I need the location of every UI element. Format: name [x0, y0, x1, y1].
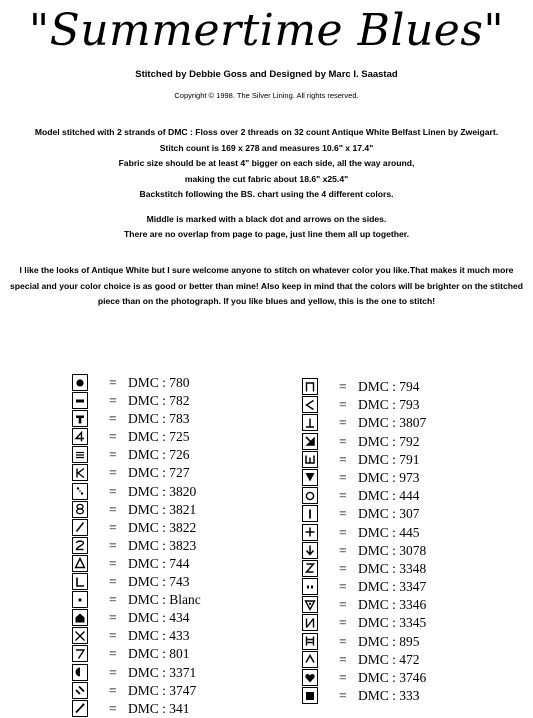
dmc-code: DMC : 780	[128, 375, 190, 390]
dmc-code: DMC : 307	[358, 506, 420, 522]
reverse-n-icon	[302, 614, 318, 631]
dmc-code: DMC : 895	[358, 633, 420, 649]
page-title: "Summertime Blues"	[28, 5, 505, 56]
color-note: I like the looks of Antique White but I sure welcome anyone to stitch on whatever color you like.That makes it much more special and your color choice is as good or better than mine! Also keep in mind that the colors will be brighter on the stitched piece than on the photograph. If you like blues and yellow, this is the one to stitch!	[10, 265, 524, 306]
dmc-code: DMC : Blanc	[128, 592, 201, 608]
equals-sign: =	[109, 501, 117, 517]
dmc-code: DMC : 3345	[358, 615, 427, 631]
dmc-code: DMC : 341	[128, 700, 190, 716]
equals-sign: =	[109, 664, 117, 680]
dmc-code: DMC : 727	[128, 465, 190, 481]
equals-sign: =	[339, 670, 347, 685]
instruction-line: Stitch count is 169 x 278 and measures 10.6" x 17.4"	[159, 142, 374, 153]
dmc-code: DMC : 3348	[358, 560, 427, 576]
equals-sign: =	[109, 574, 117, 590]
triangle-icon	[72, 555, 88, 572]
dmc-code: DMC : 444	[358, 488, 420, 504]
dmc-code: DMC : 725	[128, 429, 190, 445]
z-icon	[302, 560, 318, 577]
equals-sign: =	[109, 483, 117, 499]
equals-sign: =	[339, 597, 347, 613]
equals-sign: =	[339, 560, 347, 576]
equals-sign: =	[109, 375, 117, 390]
corner-arrow-icon	[302, 433, 318, 450]
equals-sign: =	[339, 469, 347, 485]
down-triangle-icon	[302, 469, 318, 486]
equals-sign: =	[109, 393, 117, 409]
instruction-line: Backstitch following the BS. chart using the 4 different colors.	[139, 189, 394, 199]
dmc-code: DMC : 434	[128, 610, 190, 626]
equals-sign: =	[109, 592, 117, 608]
dmc-code: DMC : 793	[358, 397, 420, 413]
dmc-code: DMC : 3346	[358, 597, 427, 613]
equals-sign: =	[109, 610, 117, 626]
vertical-line-icon	[302, 505, 318, 522]
dmc-code: DMC : 791	[358, 451, 420, 467]
equals-sign: =	[339, 615, 347, 631]
plus-icon	[302, 524, 318, 541]
copyright-line: Copyright © 1998. The Silver Lining. All rights reserved.	[174, 91, 359, 100]
dmc-code: DMC : 333	[358, 688, 420, 704]
circle-icon	[302, 487, 318, 504]
equals-sign: =	[339, 415, 347, 431]
shield-icon	[302, 596, 318, 613]
equals-sign: =	[109, 646, 117, 662]
house-icon	[72, 609, 88, 626]
dots-icon	[72, 483, 88, 500]
x-box-icon	[72, 627, 88, 644]
equals-sign: =	[339, 633, 347, 649]
v-slash-icon	[72, 645, 88, 662]
equals-sign: =	[109, 429, 117, 445]
pi-icon	[302, 378, 318, 395]
dmc-code: DMC : 782	[128, 393, 190, 409]
equals-sign: =	[339, 488, 347, 504]
dmc-code: DMC : 783	[128, 411, 190, 427]
bars-icon	[72, 446, 88, 463]
dmc-code: DMC : 3822	[128, 519, 197, 535]
equals-sign: =	[109, 555, 117, 571]
dmc-code: DMC : 3823	[128, 537, 197, 553]
equals-sign: =	[339, 688, 347, 704]
instruction-line: Fabric size should be at least 4" bigger on each side, all the way around,	[118, 158, 415, 168]
filled-bar-icon	[72, 392, 88, 409]
equals-sign: =	[339, 651, 347, 667]
two-icon	[72, 537, 88, 554]
equals-sign: =	[109, 682, 117, 698]
ell-icon	[72, 573, 88, 590]
equals-sign: =	[339, 506, 347, 522]
dmc-code: DMC : 3821	[128, 501, 197, 517]
equals-sign: =	[109, 465, 117, 481]
dmc-code: DMC : 973	[358, 469, 420, 485]
stitching-instructions	[0, 125, 533, 243]
dmc-code: DMC : 3820	[128, 483, 197, 499]
credits-line: Stitched by Debbie Goss and Designed by Marc I. Saastad	[135, 69, 398, 80]
dmc-code: DMC : 3371	[128, 664, 197, 680]
instruction-line: making the cut fabric about 18.6" x25.4"	[184, 173, 349, 184]
equals-sign: =	[339, 379, 347, 394]
equals-sign: =	[339, 397, 347, 413]
dmc-code: DMC : 3078	[358, 542, 427, 558]
dmc-code: DMC : 3347	[358, 579, 427, 595]
instruction-line: Model stitched with 2 strands of DMC : Floss over 2 threads on 32 count Antique White Belfast Linen by Zweigart.	[34, 127, 499, 137]
dmc-code: DMC : 433	[128, 628, 190, 644]
w-box-icon	[302, 451, 318, 468]
dmc-code: DMC : 445	[358, 524, 420, 540]
dmc-code: DMC : 744	[128, 555, 190, 571]
double-dot-icon	[302, 578, 318, 595]
equals-sign: =	[109, 519, 117, 535]
caret-icon	[302, 651, 318, 668]
equals-sign: =	[109, 700, 117, 716]
dmc-code: DMC : 801	[128, 646, 190, 662]
equals-sign: =	[339, 524, 347, 540]
equals-sign: =	[339, 579, 347, 595]
filled-circle-icon	[72, 374, 88, 391]
half-circle-icon	[72, 664, 88, 681]
eight-icon	[72, 501, 88, 518]
heart-icon	[302, 669, 318, 686]
slash-icon	[72, 519, 88, 536]
equals-sign: =	[339, 433, 347, 449]
center-dot-icon	[72, 591, 88, 608]
left-chevron-icon	[302, 396, 318, 413]
needle-icon	[72, 700, 88, 717]
dmc-code: DMC : 726	[128, 447, 190, 463]
h-icon	[302, 633, 318, 650]
dmc-code: DMC : 794	[358, 379, 420, 394]
down-arrow-icon	[302, 542, 318, 559]
dmc-code: DMC : 743	[128, 574, 190, 590]
equals-sign: =	[109, 447, 117, 463]
double-slash-icon	[72, 682, 88, 699]
dmc-code: DMC : 792	[358, 433, 420, 449]
tee-icon	[72, 410, 88, 427]
dmc-code: DMC : 3807	[358, 415, 427, 431]
dmc-code: DMC : 472	[358, 651, 420, 667]
instruction-line: Middle is marked with a black dot and arrows on the sides.	[146, 213, 387, 224]
up-tack-icon	[302, 414, 318, 431]
equals-sign: =	[339, 542, 347, 558]
equals-sign: =	[109, 628, 117, 644]
filled-square-icon	[302, 687, 318, 704]
dmc-code: DMC : 3746	[358, 670, 427, 685]
four-icon	[72, 428, 88, 445]
dmc-code: DMC : 3747	[128, 682, 197, 698]
equals-sign: =	[339, 451, 347, 467]
equals-sign: =	[109, 411, 117, 427]
instruction-line: There are no overlap from page to page, just line them all up together.	[123, 229, 410, 239]
equals-sign: =	[109, 537, 117, 553]
k-arrow-icon	[72, 464, 88, 481]
